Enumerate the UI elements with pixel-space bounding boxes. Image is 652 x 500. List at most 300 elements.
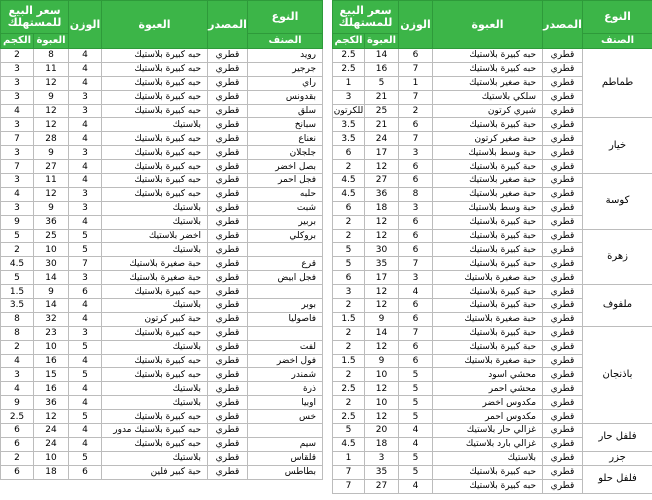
weight-cell: 5	[399, 465, 433, 479]
price-per-container-cell: 14	[365, 326, 399, 340]
item-name-cell: راي	[248, 76, 323, 90]
weight-cell: 6	[399, 299, 433, 313]
group-label-cell: باذنجان	[583, 326, 652, 423]
source-cell: قطري	[208, 243, 248, 257]
table-row	[1, 354, 323, 368]
price-per-container-cell: 12	[34, 410, 69, 424]
weight-cell: 7	[399, 326, 433, 340]
weight-cell: 4	[69, 160, 102, 174]
container-cell: حبة كبيرة بلاستيك	[433, 299, 543, 313]
container-cell: حبه كبيرة بلاستيك	[102, 49, 208, 63]
item-name-cell: بقدونس	[248, 90, 323, 104]
price-per-kilo-cell: 2	[333, 299, 365, 313]
type-header: النوع	[248, 1, 323, 34]
source-cell: قطري	[543, 146, 583, 160]
item-name-cell: شبت	[248, 201, 323, 215]
source-cell: قطري	[208, 451, 248, 465]
table-row	[1, 437, 323, 451]
type-header: النوع	[583, 1, 652, 34]
weight-header: الوزن	[69, 1, 102, 49]
price-per-kilo-cell: 3	[1, 368, 34, 382]
source-cell: قطري	[543, 90, 583, 104]
price-per-container-cell: 12	[365, 215, 399, 229]
table-row	[1, 465, 323, 479]
price-per-kilo-cell: 3	[1, 90, 34, 104]
weight-cell: 4	[69, 299, 102, 313]
price-per-kilo-cell: 2	[333, 229, 365, 243]
item-name-cell: خس	[248, 410, 323, 424]
price-per-container-cell: 12	[34, 118, 69, 132]
container-cell: حبه كبيرة بلاستيك	[102, 62, 208, 76]
source-cell: قطري	[208, 368, 248, 382]
weight-cell: 5	[399, 410, 433, 424]
source-cell: قطري	[543, 285, 583, 299]
item-name-cell: بطاطس	[248, 465, 323, 479]
table-row	[1, 229, 323, 243]
price-per-container-cell: 12	[365, 160, 399, 174]
container-cell: حبة كبيرة بلاستيك	[433, 285, 543, 299]
table-row	[1, 118, 323, 132]
table-row	[1, 215, 323, 229]
item-name-cell: فجل ابيض	[248, 271, 323, 285]
price-per-container-cell: 9	[34, 146, 69, 160]
price-per-container-cell: 16	[34, 382, 69, 396]
container-cell: حبة صغير بلاستيك	[433, 174, 543, 188]
source-cell: قطري	[543, 49, 583, 63]
weight-cell: 6	[399, 312, 433, 326]
source-cell: قطري	[543, 160, 583, 174]
price-per-container-cell: 24	[34, 437, 69, 451]
price-per-container-cell: 12	[365, 299, 399, 313]
price-per-container-cell: 28	[34, 132, 69, 146]
weight-cell: 6	[69, 465, 102, 479]
weight-cell: 6	[399, 49, 433, 63]
weight-cell: 5	[399, 382, 433, 396]
price-per-container-cell: 12	[365, 382, 399, 396]
weight-cell: 6	[399, 118, 433, 132]
source-cell: قطري	[543, 312, 583, 326]
price-per-kilo-cell: 3.5	[1, 299, 34, 313]
price-per-container-cell: 11	[34, 62, 69, 76]
item-name-cell	[248, 285, 323, 299]
price-per-kilo-cell: 5	[333, 424, 365, 438]
source-cell: قطري	[543, 340, 583, 354]
source-cell: قطري	[208, 104, 248, 118]
price-per-kilo-cell: 4.5	[333, 187, 365, 201]
item-name-cell: سبانخ	[248, 118, 323, 132]
price-per-kilo-cell: 2.5	[333, 382, 365, 396]
table-row	[1, 62, 323, 76]
price-per-kilo-cell: 2	[1, 49, 34, 63]
source-cell: قطري	[208, 257, 248, 271]
price-per-kilo-cell: 4	[1, 187, 34, 201]
price-per-kilo-cell: 5	[1, 229, 34, 243]
price-per-kilo-cell: 4.5	[333, 437, 365, 451]
table-row	[1, 146, 323, 160]
price-per-container-cell: 14	[34, 299, 69, 313]
item-name-cell: فجل احمر	[248, 174, 323, 188]
price-per-kilo-cell: 2	[333, 215, 365, 229]
price-per-kilo-cell: 3	[333, 285, 365, 299]
item-name-cell: قلقاس	[248, 451, 323, 465]
weight-cell: 7	[69, 257, 102, 271]
container-cell: حبة وسط بلاستيك	[433, 146, 543, 160]
price-per-container-cell: 10	[34, 243, 69, 257]
source-cell: قطري	[543, 201, 583, 215]
container-cell: حبة كبيرة بلاستيك	[433, 340, 543, 354]
weight-cell: 3	[399, 201, 433, 215]
container-cell: حبة كبيرة بلاستيك	[433, 257, 543, 271]
price-per-container-cell: 11	[34, 174, 69, 188]
price-per-kilo-cell: 6	[333, 146, 365, 160]
price-per-kilo-cell: 2.5	[1, 410, 34, 424]
price-per-container-cell: 12	[365, 340, 399, 354]
table-row	[1, 285, 323, 299]
source-cell: قطري	[208, 201, 248, 215]
source-cell: قطري	[543, 76, 583, 90]
weight-cell: 4	[399, 424, 433, 438]
container-cell: حبة كبيرة بلاستيك	[433, 243, 543, 257]
container-cell: حبه كبيرة بلاستيك مدور	[102, 424, 208, 438]
container-cell: حبة صغيرة بلاستيك	[102, 257, 208, 271]
price-per-container-cell: 10	[365, 396, 399, 410]
table-row	[333, 174, 652, 188]
source-cell: قطري	[543, 271, 583, 285]
price-per-container-header: العبوة	[34, 34, 69, 49]
source-cell: قطري	[543, 451, 583, 465]
price-per-kilo-cell: 3	[1, 118, 34, 132]
weight-cell: 5	[399, 451, 433, 465]
group-label-cell: ملفوف	[583, 285, 652, 327]
weight-cell: 6	[399, 174, 433, 188]
price-per-kilo-cell: 8	[1, 312, 34, 326]
source-cell: قطري	[208, 187, 248, 201]
source-cell: قطري	[543, 410, 583, 424]
container-cell: حبه كبيرة بلاستيك	[433, 465, 543, 479]
weight-cell: 4	[69, 118, 102, 132]
item-name-cell: بوبر	[248, 299, 323, 313]
weight-cell: 4	[399, 437, 433, 451]
weight-cell: 1	[399, 76, 433, 90]
source-cell: قطري	[208, 90, 248, 104]
left-price-table	[0, 0, 323, 480]
container-cell: حبه كبيرة بلاستيك	[102, 326, 208, 340]
container-cell: حبة كبيرة بلاستيك	[433, 326, 543, 340]
container-cell: حبة وسط بلاستيك	[433, 201, 543, 215]
container-cell: حبة صغير كرتون	[433, 132, 543, 146]
container-cell: حبه كبيرة بلاستيك	[102, 437, 208, 451]
price-per-kilo-cell: 2	[333, 396, 365, 410]
price-per-kilo-cell: 3	[1, 174, 34, 188]
price-per-container-cell: 15	[34, 368, 69, 382]
weight-header: الوزن	[399, 1, 433, 49]
price-per-container-cell: 36	[34, 396, 69, 410]
source-cell: قطري	[208, 424, 248, 438]
item-name-cell	[248, 326, 323, 340]
price-per-kilo-cell: 5	[333, 243, 365, 257]
weight-cell: 5	[69, 340, 102, 354]
source-cell: قطري	[543, 479, 583, 493]
source-cell: قطري	[208, 49, 248, 63]
price-per-container-cell: 9	[365, 354, 399, 368]
weight-cell: 5	[69, 368, 102, 382]
price-per-container-cell: 14	[34, 271, 69, 285]
group-label-cell: فلفل حار	[583, 424, 652, 452]
group-label-cell: طماطم	[583, 49, 652, 118]
price-per-kilo-cell: 6	[333, 201, 365, 215]
source-cell: قطري	[208, 146, 248, 160]
price-per-container-cell: 18	[365, 201, 399, 215]
price-per-kilo-cell: 4	[1, 354, 34, 368]
container-cell: حبة كبيرة بلاستيك	[433, 160, 543, 174]
item-header: الصنف	[583, 34, 652, 49]
weight-cell: 3	[399, 271, 433, 285]
container-cell: محشي احمر	[433, 382, 543, 396]
table-row	[333, 424, 652, 438]
price-per-kilo-cell: 1.5	[1, 285, 34, 299]
price-per-kilo-cell: 1.5	[333, 354, 365, 368]
source-cell: قطري	[208, 76, 248, 90]
price-per-container-cell: 17	[365, 146, 399, 160]
container-cell: غزالي بارد بلاستيك	[433, 437, 543, 451]
weight-cell: 6	[399, 354, 433, 368]
weight-cell: 3	[69, 90, 102, 104]
price-per-kilo-cell: 7	[1, 132, 34, 146]
source-cell: قطري	[543, 174, 583, 188]
table-row	[1, 451, 323, 465]
price-per-container-cell: 24	[34, 424, 69, 438]
price-per-kilo-cell: 2	[333, 326, 365, 340]
table-row	[1, 424, 323, 438]
container-cell: حبة كبيرة بلاستيك	[433, 118, 543, 132]
weight-cell: 4	[69, 424, 102, 438]
container-cell: بلاستيك	[102, 451, 208, 465]
container-cell: مكدوس احمر	[433, 410, 543, 424]
source-cell: قطري	[208, 62, 248, 76]
group-label-cell: جزر	[583, 451, 652, 465]
container-cell: بلاستيك	[102, 299, 208, 313]
price-per-kilo-cell: 2.5	[333, 49, 365, 63]
item-name-cell: لفت	[248, 340, 323, 354]
price-per-container-cell: 5	[365, 76, 399, 90]
source-cell: قطري	[543, 215, 583, 229]
price-per-container-cell: 10	[34, 340, 69, 354]
weight-cell: 7	[399, 257, 433, 271]
price-per-container-cell: 9	[365, 312, 399, 326]
source-cell: قطري	[208, 229, 248, 243]
weight-cell: 4	[69, 49, 102, 63]
item-name-cell: نعناع	[248, 132, 323, 146]
source-cell: قطري	[543, 243, 583, 257]
weight-cell: 7	[399, 132, 433, 146]
source-cell: قطري	[208, 174, 248, 188]
table-row	[333, 118, 652, 132]
price-per-kilo-cell: 9	[1, 215, 34, 229]
source-cell: قطري	[543, 229, 583, 243]
weight-cell: 3	[69, 201, 102, 215]
source-cell: قطري	[208, 326, 248, 340]
weight-cell: 4	[69, 312, 102, 326]
price-per-kilo-header: الكجم	[1, 34, 34, 49]
source-cell: قطري	[543, 62, 583, 76]
left-table-body	[1, 49, 323, 480]
price-per-kilo-cell: 2	[333, 340, 365, 354]
container-cell: حبة كبير فلين	[102, 465, 208, 479]
weight-cell: 7	[399, 90, 433, 104]
container-cell: حبة صغير بلاستيك	[433, 76, 543, 90]
price-per-container-cell: 25	[34, 229, 69, 243]
price-per-kilo-cell: 8	[1, 326, 34, 340]
price-per-kilo-cell: 3	[1, 76, 34, 90]
container-header: العبوة	[102, 1, 208, 49]
price-per-kilo-cell: 3	[1, 201, 34, 215]
weight-cell: 5	[69, 243, 102, 257]
item-name-cell: جلجلان	[248, 146, 323, 160]
price-per-container-cell: 36	[365, 187, 399, 201]
price-per-container-cell: 18	[34, 465, 69, 479]
table-row	[1, 382, 323, 396]
table-row	[1, 90, 323, 104]
container-cell: بلاستيك	[102, 118, 208, 132]
price-per-container-cell: 9	[34, 90, 69, 104]
source-cell: قطري	[208, 340, 248, 354]
price-per-container-cell: 35	[365, 465, 399, 479]
item-name-cell: جرجير	[248, 62, 323, 76]
container-cell: حبة كبير كرتون	[102, 312, 208, 326]
source-cell: قطري	[543, 118, 583, 132]
container-cell: حبة صغيرة بلاستيك	[102, 271, 208, 285]
item-name-cell: حلبه	[248, 187, 323, 201]
weight-cell: 5	[399, 396, 433, 410]
item-name-cell	[248, 424, 323, 438]
price-per-kilo-cell: 2	[1, 340, 34, 354]
table-row	[333, 285, 652, 299]
table-row	[1, 299, 323, 313]
price-per-container-cell: 9	[34, 201, 69, 215]
source-cell: قطري	[543, 437, 583, 451]
group-label-cell: كوسة	[583, 174, 652, 230]
container-cell: حبه كبيرة بلاستيك	[433, 62, 543, 76]
container-cell: بلاستيك	[102, 243, 208, 257]
weight-cell: 4	[69, 62, 102, 76]
source-cell: قطري	[208, 382, 248, 396]
price-per-kilo-cell: 2	[333, 368, 365, 382]
source-cell: قطري	[543, 104, 583, 118]
table-row	[1, 76, 323, 90]
price-per-kilo-cell: 4	[1, 382, 34, 396]
source-cell: قطري	[208, 160, 248, 174]
source-cell: قطري	[208, 285, 248, 299]
weight-cell: 4	[69, 382, 102, 396]
weight-cell: 3	[399, 146, 433, 160]
price-per-kilo-cell: 9	[1, 396, 34, 410]
item-name-cell: فاصوليا	[248, 312, 323, 326]
source-cell: قطري	[543, 424, 583, 438]
source-cell: قطري	[208, 354, 248, 368]
price-per-container-cell: 25	[365, 104, 399, 118]
price-per-kilo-cell: 2	[333, 160, 365, 174]
weight-cell: 5	[69, 410, 102, 424]
weight-cell: 4	[69, 396, 102, 410]
price-per-container-cell: 17	[365, 271, 399, 285]
price-per-kilo-cell: 4.5	[333, 174, 365, 188]
price-per-kilo-cell: 3.5	[333, 132, 365, 146]
table-row	[1, 257, 323, 271]
container-cell: حبة صغيرة بلاستيك	[433, 354, 543, 368]
price-header: سعر البيع للمستهلك	[333, 1, 399, 34]
weight-cell: 3	[69, 271, 102, 285]
container-cell: حبه كبيرة بلاستيك	[102, 160, 208, 174]
container-cell: بلاستيك	[433, 451, 543, 465]
price-per-kilo-cell: 7	[333, 479, 365, 493]
price-per-container-cell: 30	[34, 257, 69, 271]
source-header: المصدر	[543, 1, 583, 49]
price-header: سعر البيع للمستهلك	[1, 1, 69, 34]
item-name-cell	[248, 243, 323, 257]
table-row	[1, 187, 323, 201]
source-header: المصدر	[208, 1, 248, 49]
price-per-container-cell: 20	[365, 424, 399, 438]
source-cell: قطري	[208, 271, 248, 285]
item-name-cell: بروكلي	[248, 229, 323, 243]
weight-cell: 5	[69, 229, 102, 243]
source-cell: قطري	[543, 257, 583, 271]
price-per-container-cell: 16	[34, 354, 69, 368]
container-cell: اخضر بلاستيك	[102, 229, 208, 243]
container-cell: حبه كبيرة بلاستيك	[433, 479, 543, 493]
source-cell: قطري	[208, 437, 248, 451]
right-price-table	[332, 0, 652, 494]
weight-cell: 4	[399, 479, 433, 493]
price-per-kilo-cell: 4.5	[1, 257, 34, 271]
table-row	[1, 271, 323, 285]
price-per-container-cell: 35	[365, 257, 399, 271]
price-per-kilo-cell: 3	[1, 62, 34, 76]
price-per-container-cell: 12	[365, 410, 399, 424]
price-per-kilo-cell: 4	[1, 104, 34, 118]
price-per-kilo-cell: 6	[333, 271, 365, 285]
price-per-kilo-cell: 6	[1, 437, 34, 451]
source-cell: قطري	[543, 299, 583, 313]
container-cell: حبه كبيرة بلاستيك	[102, 90, 208, 104]
weight-cell: 4	[69, 437, 102, 451]
price-per-container-cell: 18	[365, 437, 399, 451]
weight-cell: 3	[69, 187, 102, 201]
weight-cell: 4	[69, 76, 102, 90]
source-cell: قطري	[543, 368, 583, 382]
source-cell: قطري	[208, 396, 248, 410]
weight-cell: 4	[69, 132, 102, 146]
group-label-cell: خيار	[583, 118, 652, 174]
price-per-container-cell: 10	[34, 451, 69, 465]
price-per-container-cell: 24	[365, 132, 399, 146]
price-per-kilo-cell: 6	[1, 465, 34, 479]
weight-cell: 3	[69, 146, 102, 160]
price-per-kilo-cell: 1	[333, 451, 365, 465]
source-cell: قطري	[208, 118, 248, 132]
price-per-container-cell: 14	[365, 49, 399, 63]
source-cell: قطري	[543, 326, 583, 340]
source-cell: قطري	[543, 187, 583, 201]
table-row	[333, 326, 652, 340]
container-cell: حبه كبيرة بلاستيك	[102, 76, 208, 90]
item-name-cell: سيم	[248, 437, 323, 451]
table-row	[333, 451, 652, 465]
weight-cell: 7	[399, 62, 433, 76]
container-cell: حبه كبيرة بلاستيك	[102, 354, 208, 368]
container-cell: حبة صغير بلاستيك	[433, 187, 543, 201]
item-name-cell: قرع	[248, 257, 323, 271]
